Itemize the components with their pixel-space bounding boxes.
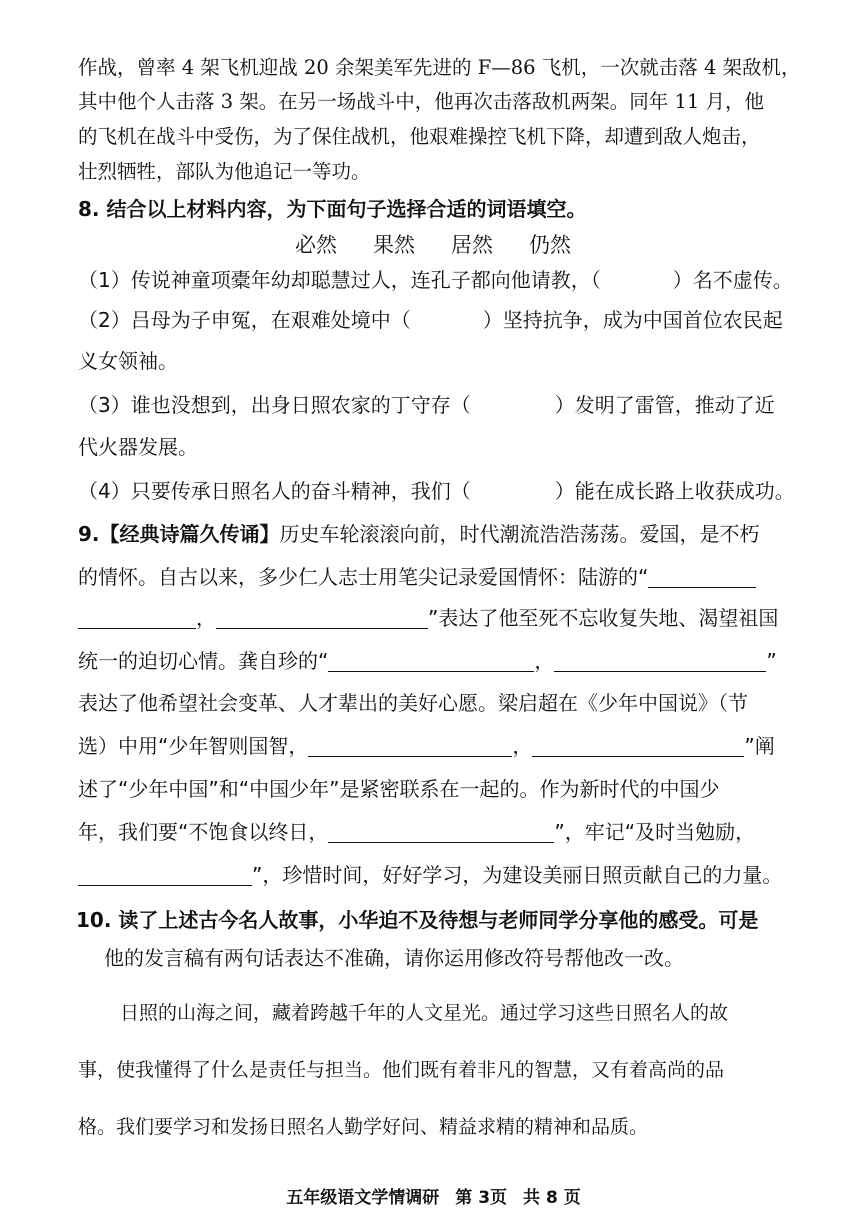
q9-blank-1b[interactable]	[78, 606, 196, 629]
q9-line-8	[78, 819, 755, 845]
intro-line-3: 的飞机在战斗中受伤，为了保住战机，他艰难操控飞机下降，却遭到敌人炮击，	[78, 125, 761, 148]
q9-line-9	[78, 862, 782, 888]
q10-line-2: 他的发言稿有两句话表达不准确，请你运用修改符号帮他改一改。	[104, 946, 684, 970]
q8-item-3	[78, 392, 775, 418]
q9-line-4-start: 统一的迫切心情。龚自珍的“	[78, 649, 329, 673]
q9-line-2-text: 的情怀。自古以来，多少仁人志士用笔尖记录爱国情怀：陆游的“	[78, 565, 649, 589]
q8-item-3-after: ）发明了雷管，推动了近	[554, 393, 775, 417]
q9-line-9-end: ”，珍惜时间，好好学习，为建设美丽日照贡献自己的力量。	[252, 863, 783, 887]
q9-line-8-start: 年，我们要“不饱食以终日，	[78, 820, 329, 844]
q8-item-4-before: （4）只要传承日照名人的奋斗精神，我们（	[78, 479, 471, 503]
intro-line-4: 壮烈牺牲，部队为他追记一等功。	[78, 160, 371, 183]
q8-options	[295, 232, 607, 258]
footer-page: 第 3页	[455, 1188, 508, 1208]
q9-line-5: 表达了他希望社会变革、人才辈出的美好心愿。梁启超在《少年中国说》（节	[78, 691, 748, 715]
q9-line-6-start: 选）中用“少年智则国智，	[78, 734, 309, 758]
q9-line-3-comma: ，	[196, 606, 216, 630]
q8-item-3-line2: 代火器发展。	[78, 435, 198, 459]
q8-item-4-after: ）能在成长路上收获成功。	[554, 479, 795, 503]
intro-line-1: 作战，曾率 4 架飞机迎战 20 余架美军先进的 F—86 飞机，一次就击落 4 架敌机，	[78, 56, 801, 79]
page-footer	[0, 1183, 867, 1208]
q10-passage-line-2: 事，使我懂得了什么是责任与担当。他们既有着非凡的智慧，又有着高尚的品	[78, 1059, 725, 1081]
q9-blank-2[interactable]	[216, 606, 428, 629]
q9-blank-5[interactable]	[308, 734, 512, 757]
q8-item-1-after: ）名不虚传。	[672, 268, 793, 292]
q9-blank-3[interactable]	[328, 649, 534, 672]
q9-line-4	[78, 648, 777, 674]
q9-line-1-text: 历史车轮滚滚向前，时代潮流浩浩荡荡。爱国，是不朽	[279, 522, 760, 546]
q9-line-6-comma: ，	[512, 734, 533, 758]
q10-line-1: 10. 读了上述古今名人故事，小华迫不及待想与老师同学分享他的感受。可是	[76, 908, 759, 932]
q9-line-2	[78, 564, 756, 590]
q9-line-3-end: ”表达了他至死不忘收复失地、渴望祖国	[428, 606, 779, 630]
intro-line-2: 其中他个人击落 3 架。在另一场战斗中，他再次击落敌机两架。同年 11 月，他	[78, 90, 765, 113]
q9-blank-6[interactable]	[532, 734, 744, 757]
q10-passage-line-1: 日照的山海之间，藏着跨越千年的人文星光。通过学习这些日照名人的故	[120, 1002, 729, 1024]
footer-title: 五年级语文学情调研	[286, 1188, 440, 1208]
q8-item-1	[78, 267, 793, 293]
q8-item-2-after: ）坚持抗争，成为中国首位农民起	[482, 308, 783, 332]
q9-line-4-end: ”	[766, 649, 777, 673]
q8-option-1: 必然	[295, 233, 337, 257]
q9-line-3	[78, 605, 778, 631]
q9-line-7: 述了“少年中国”和“中国少年”是紧密联系在一起的。作为新时代的中国少	[78, 777, 720, 801]
q9-number: 9.	[78, 522, 100, 546]
q10-passage-line-3: 格。我们要学习和发扬日照名人勤学好问、精益求精的精神和品质。	[78, 1116, 649, 1138]
q9-blank-4[interactable]	[554, 649, 766, 672]
footer-total: 共 8 页	[523, 1188, 581, 1208]
q9-line-6	[78, 733, 775, 759]
q8-title: 8. 结合以上材料内容，为下面句子选择合适的词语填空。	[78, 197, 587, 221]
q8-item-2-line2: 义女领袖。	[78, 349, 178, 373]
q9-blank-1a[interactable]	[648, 565, 756, 588]
q9-line-6-end: ”阐	[744, 734, 775, 758]
q9-line-4-comma: ，	[534, 649, 555, 673]
q8-item-3-before: （3）谁也没想到，出身日照农家的丁守存（	[78, 393, 471, 417]
q8-option-3: 居然	[451, 233, 493, 257]
q8-option-4: 仍然	[529, 233, 571, 257]
q9-heading: 【经典诗篇久传诵】	[99, 522, 280, 546]
q9-line-1	[78, 521, 760, 547]
q8-item-4	[78, 478, 795, 504]
q9-blank-8[interactable]	[78, 863, 252, 886]
q8-item-1-before: （1）传说神童项橐年幼却聪慧过人，连孔子都向他请教，（	[78, 268, 601, 292]
q9-blank-7[interactable]	[328, 820, 554, 843]
q8-item-2-before: （2）吕母为子申冤，在艰难处境中（	[78, 308, 411, 332]
q8-item-2	[78, 307, 783, 333]
q9-line-8-end: ”，牢记“及时当勉励，	[554, 820, 756, 844]
q8-option-2: 果然	[373, 233, 415, 257]
